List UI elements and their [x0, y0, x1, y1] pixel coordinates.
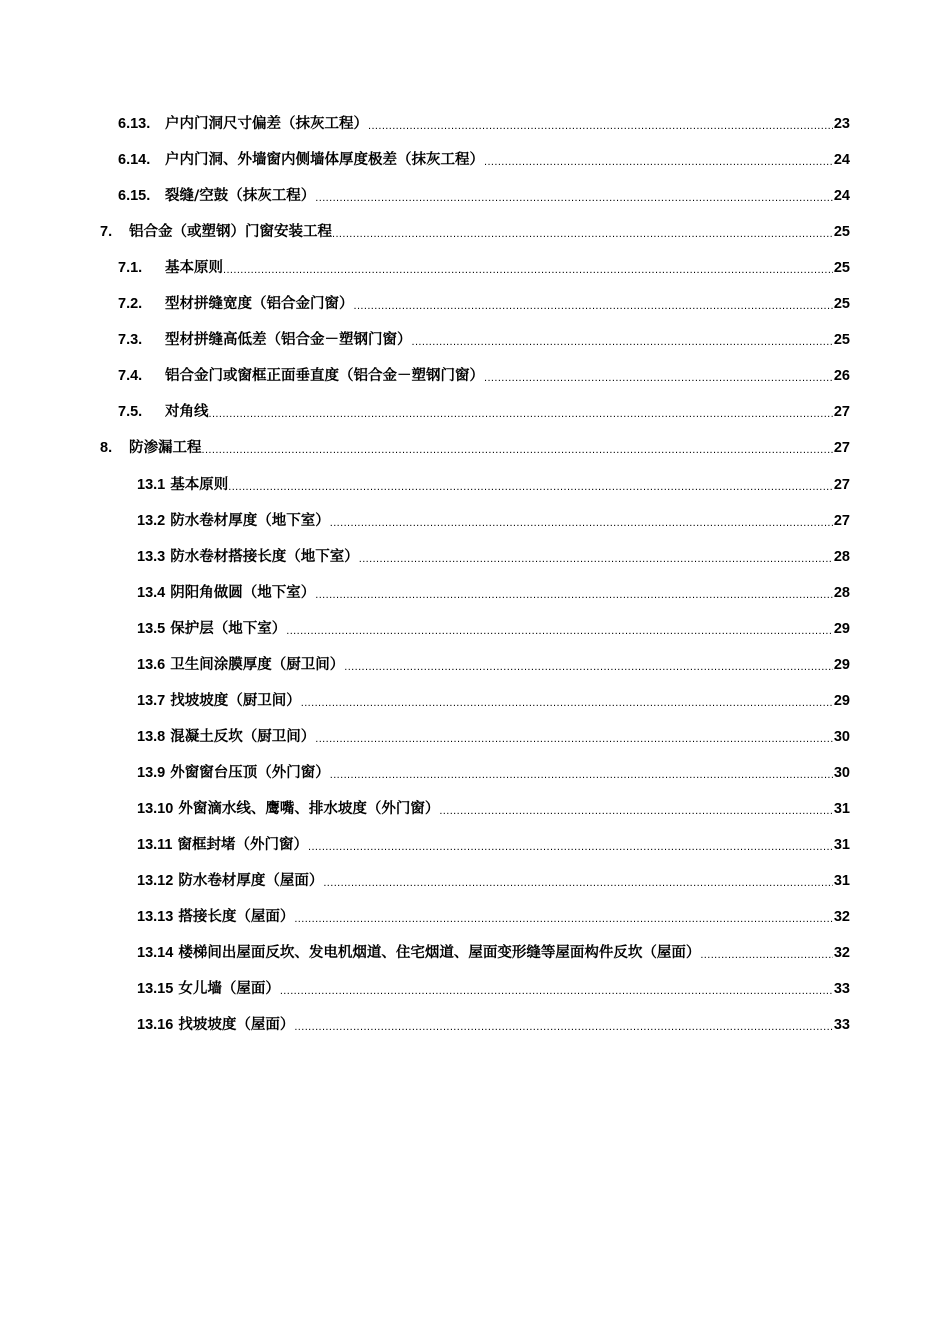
toc-dot-leader	[484, 149, 833, 171]
toc-dot-leader	[209, 401, 833, 423]
toc-entry[interactable]	[137, 798, 850, 820]
toc-entry-number: 7.3.	[118, 332, 143, 348]
toc-entry-number: 13.10	[137, 801, 178, 817]
toc-entry[interactable]	[137, 654, 850, 676]
toc-entry-number: 13.16	[137, 1017, 178, 1033]
toc-entry-page: 33	[833, 981, 850, 997]
toc-entry-number: 13.6	[137, 657, 170, 673]
toc-entry-page: 29	[833, 693, 850, 709]
toc-entry-page: 32	[833, 909, 850, 925]
toc-dot-leader	[280, 978, 833, 1000]
toc-dot-leader	[301, 690, 833, 712]
toc-entry-title: 找坡坡度（厨卫间）	[170, 693, 301, 709]
toc-entry-number: 13.15	[137, 981, 178, 997]
toc-entry[interactable]	[100, 437, 850, 459]
toc-entry-title: 铝合金（或塑钢）门窗安装工程	[129, 224, 332, 240]
toc-entry-number: 13.13	[137, 909, 178, 925]
toc-entry-number: 13.12	[137, 873, 178, 889]
toc-dot-leader	[323, 870, 833, 892]
toc-entry[interactable]	[137, 906, 850, 928]
toc-entry[interactable]	[118, 113, 850, 135]
toc-entry-page: 26	[833, 368, 850, 384]
toc-entry-page: 28	[833, 549, 850, 565]
toc-entry-page: 27	[833, 404, 850, 420]
toc-entry-page: 25	[833, 332, 850, 348]
toc-entry[interactable]	[118, 149, 850, 171]
toc-entry[interactable]	[137, 474, 850, 496]
toc-entry-title: 基本原则	[165, 260, 223, 276]
toc-entry-title: 防水卷材厚度（屋面）	[178, 873, 324, 889]
toc-dot-leader	[330, 510, 833, 532]
toc-entry-title: 型材拼缝宽度（铝合金门窗）	[165, 296, 354, 312]
toc-entry-number: 13.5	[137, 621, 170, 637]
toc-entry-number: 7.2.	[118, 296, 143, 312]
toc-entry-title: 户内门洞尺寸偏差（抹灰工程）	[165, 116, 368, 132]
toc-entry-title: 找坡坡度（屋面）	[178, 1017, 295, 1033]
toc-entry-title: 防水卷材厚度（地下室）	[170, 513, 330, 529]
toc-entry[interactable]	[137, 546, 850, 568]
toc-entry-page: 23	[833, 116, 850, 132]
toc-entry-title: 混凝土反坎（厨卫间）	[170, 729, 316, 745]
toc-entry-page: 27	[833, 440, 850, 456]
toc-entry-page: 30	[833, 729, 850, 745]
toc-dot-leader	[484, 365, 833, 387]
toc-entry-number: 13.3	[137, 549, 170, 565]
toc-dot-leader	[439, 798, 833, 820]
toc-entry-title: 户内门洞、外墙窗内侧墙体厚度极差（抹灰工程）	[165, 152, 484, 168]
toc-entry[interactable]	[137, 618, 850, 640]
toc-entry-number: 7.5.	[118, 404, 143, 420]
toc-dot-leader	[332, 221, 833, 243]
toc-entry-number: 13.9	[137, 765, 170, 781]
toc-entry-page: 31	[833, 801, 850, 817]
toc-entry[interactable]	[137, 870, 850, 892]
toc-dot-leader	[315, 185, 833, 207]
toc-entry-title: 保护层（地下室）	[170, 621, 287, 637]
toc-dot-leader	[228, 474, 833, 496]
toc-entry-title: 阴阳角做圆（地下室）	[170, 585, 316, 601]
toc-dot-leader	[315, 582, 833, 604]
toc-entry[interactable]	[118, 401, 850, 423]
toc-entry-number: 13.2	[137, 513, 170, 529]
toc-entry-page: 30	[833, 765, 850, 781]
toc-dot-leader	[202, 437, 833, 459]
toc-entry-number: 13.8	[137, 729, 170, 745]
toc-entry[interactable]	[118, 293, 850, 315]
toc-entry[interactable]	[118, 365, 850, 387]
toc-dot-leader	[308, 834, 833, 856]
toc-entry-title: 外窗滴水线、鹰嘴、排水坡度（外门窗）	[178, 801, 440, 817]
toc-entry-page: 24	[833, 188, 850, 204]
toc-entry-page: 25	[833, 296, 850, 312]
toc-entry-page: 25	[833, 260, 850, 276]
toc-dot-leader	[294, 906, 833, 928]
toc-dot-leader	[354, 293, 833, 315]
toc-entry-number: 13.7	[137, 693, 170, 709]
toc-entry[interactable]	[100, 221, 850, 243]
toc-entry-page: 33	[833, 1017, 850, 1033]
toc-entry[interactable]	[137, 582, 850, 604]
toc-dot-leader	[294, 1014, 833, 1036]
toc-entry[interactable]	[118, 329, 850, 351]
toc-entry-title: 防渗漏工程	[129, 440, 202, 456]
toc-entry[interactable]	[137, 726, 850, 748]
toc-entry-title: 裂缝/空鼓（抹灰工程）	[165, 188, 316, 204]
toc-entry-page: 29	[833, 621, 850, 637]
toc-entry-title: 楼梯间出屋面反坎、发电机烟道、住宅烟道、屋面变形缝等屋面构件反坎（屋面）	[178, 945, 701, 961]
toc-entry[interactable]	[137, 978, 850, 1000]
toc-entry-title: 搭接长度（屋面）	[178, 909, 295, 925]
toc-dot-leader	[315, 726, 833, 748]
toc-entry-number: 7.	[100, 224, 113, 240]
toc-entry-page: 32	[833, 945, 850, 961]
toc-entry-number: 13.11	[137, 837, 177, 853]
toc-entry-title: 外窗窗台压顶（外门窗）	[170, 765, 330, 781]
toc-entry[interactable]	[137, 762, 850, 784]
toc-entry[interactable]	[118, 185, 850, 207]
toc-entry-page: 27	[833, 477, 850, 493]
toc-entry[interactable]	[137, 834, 850, 856]
toc-dot-leader	[286, 618, 833, 640]
toc-entry-page: 29	[833, 657, 850, 673]
toc-dot-leader	[359, 546, 833, 568]
toc-entry-title: 女儿墙（屋面）	[178, 981, 280, 997]
toc-entry-page: 25	[833, 224, 850, 240]
toc-entry-title: 窗框封堵（外门窗）	[177, 837, 309, 853]
toc-entry-number: 13.14	[137, 945, 178, 961]
toc-entry[interactable]	[137, 690, 850, 712]
toc-dot-leader	[368, 113, 833, 135]
toc-entry-number: 7.4.	[118, 368, 143, 384]
toc-entry-number: 6.14.	[118, 152, 151, 168]
toc-entry-number: 13.1	[137, 477, 170, 493]
toc-entry-title: 型材拼缝高低差（铝合金－塑钢门窗）	[165, 332, 412, 348]
toc-entry[interactable]	[137, 942, 850, 964]
toc-entry-number: 8.	[100, 440, 113, 456]
toc-entry[interactable]	[118, 257, 850, 279]
toc-dot-leader	[223, 257, 833, 279]
toc-entry-page: 31	[833, 837, 850, 853]
toc-dot-leader	[700, 942, 833, 964]
toc-entry-title: 对角线	[165, 404, 209, 420]
toc-entry-title: 铝合金门或窗框正面垂直度（铝合金－塑钢门窗）	[165, 368, 484, 384]
toc-entry-number: 6.15.	[118, 188, 151, 204]
toc-dot-leader	[412, 329, 833, 351]
toc-entry-number: 13.4	[137, 585, 170, 601]
toc-dot-leader	[344, 654, 833, 676]
toc-entry-title: 卫生间涂膜厚度（厨卫间）	[170, 657, 345, 673]
toc-entry-page: 27	[833, 513, 850, 529]
toc-entry-number: 6.13.	[118, 116, 151, 132]
toc-entry-title: 防水卷材搭接长度（地下室）	[170, 549, 359, 565]
toc-entry-number: 7.1.	[118, 260, 143, 276]
toc-entry-title: 基本原则	[170, 477, 229, 493]
toc-entry-page: 31	[833, 873, 850, 889]
toc-entry-page: 28	[833, 585, 850, 601]
toc-entry[interactable]	[137, 510, 850, 532]
toc-entry-page: 24	[833, 152, 850, 168]
toc-dot-leader	[330, 762, 833, 784]
toc-entry[interactable]	[137, 1014, 850, 1036]
